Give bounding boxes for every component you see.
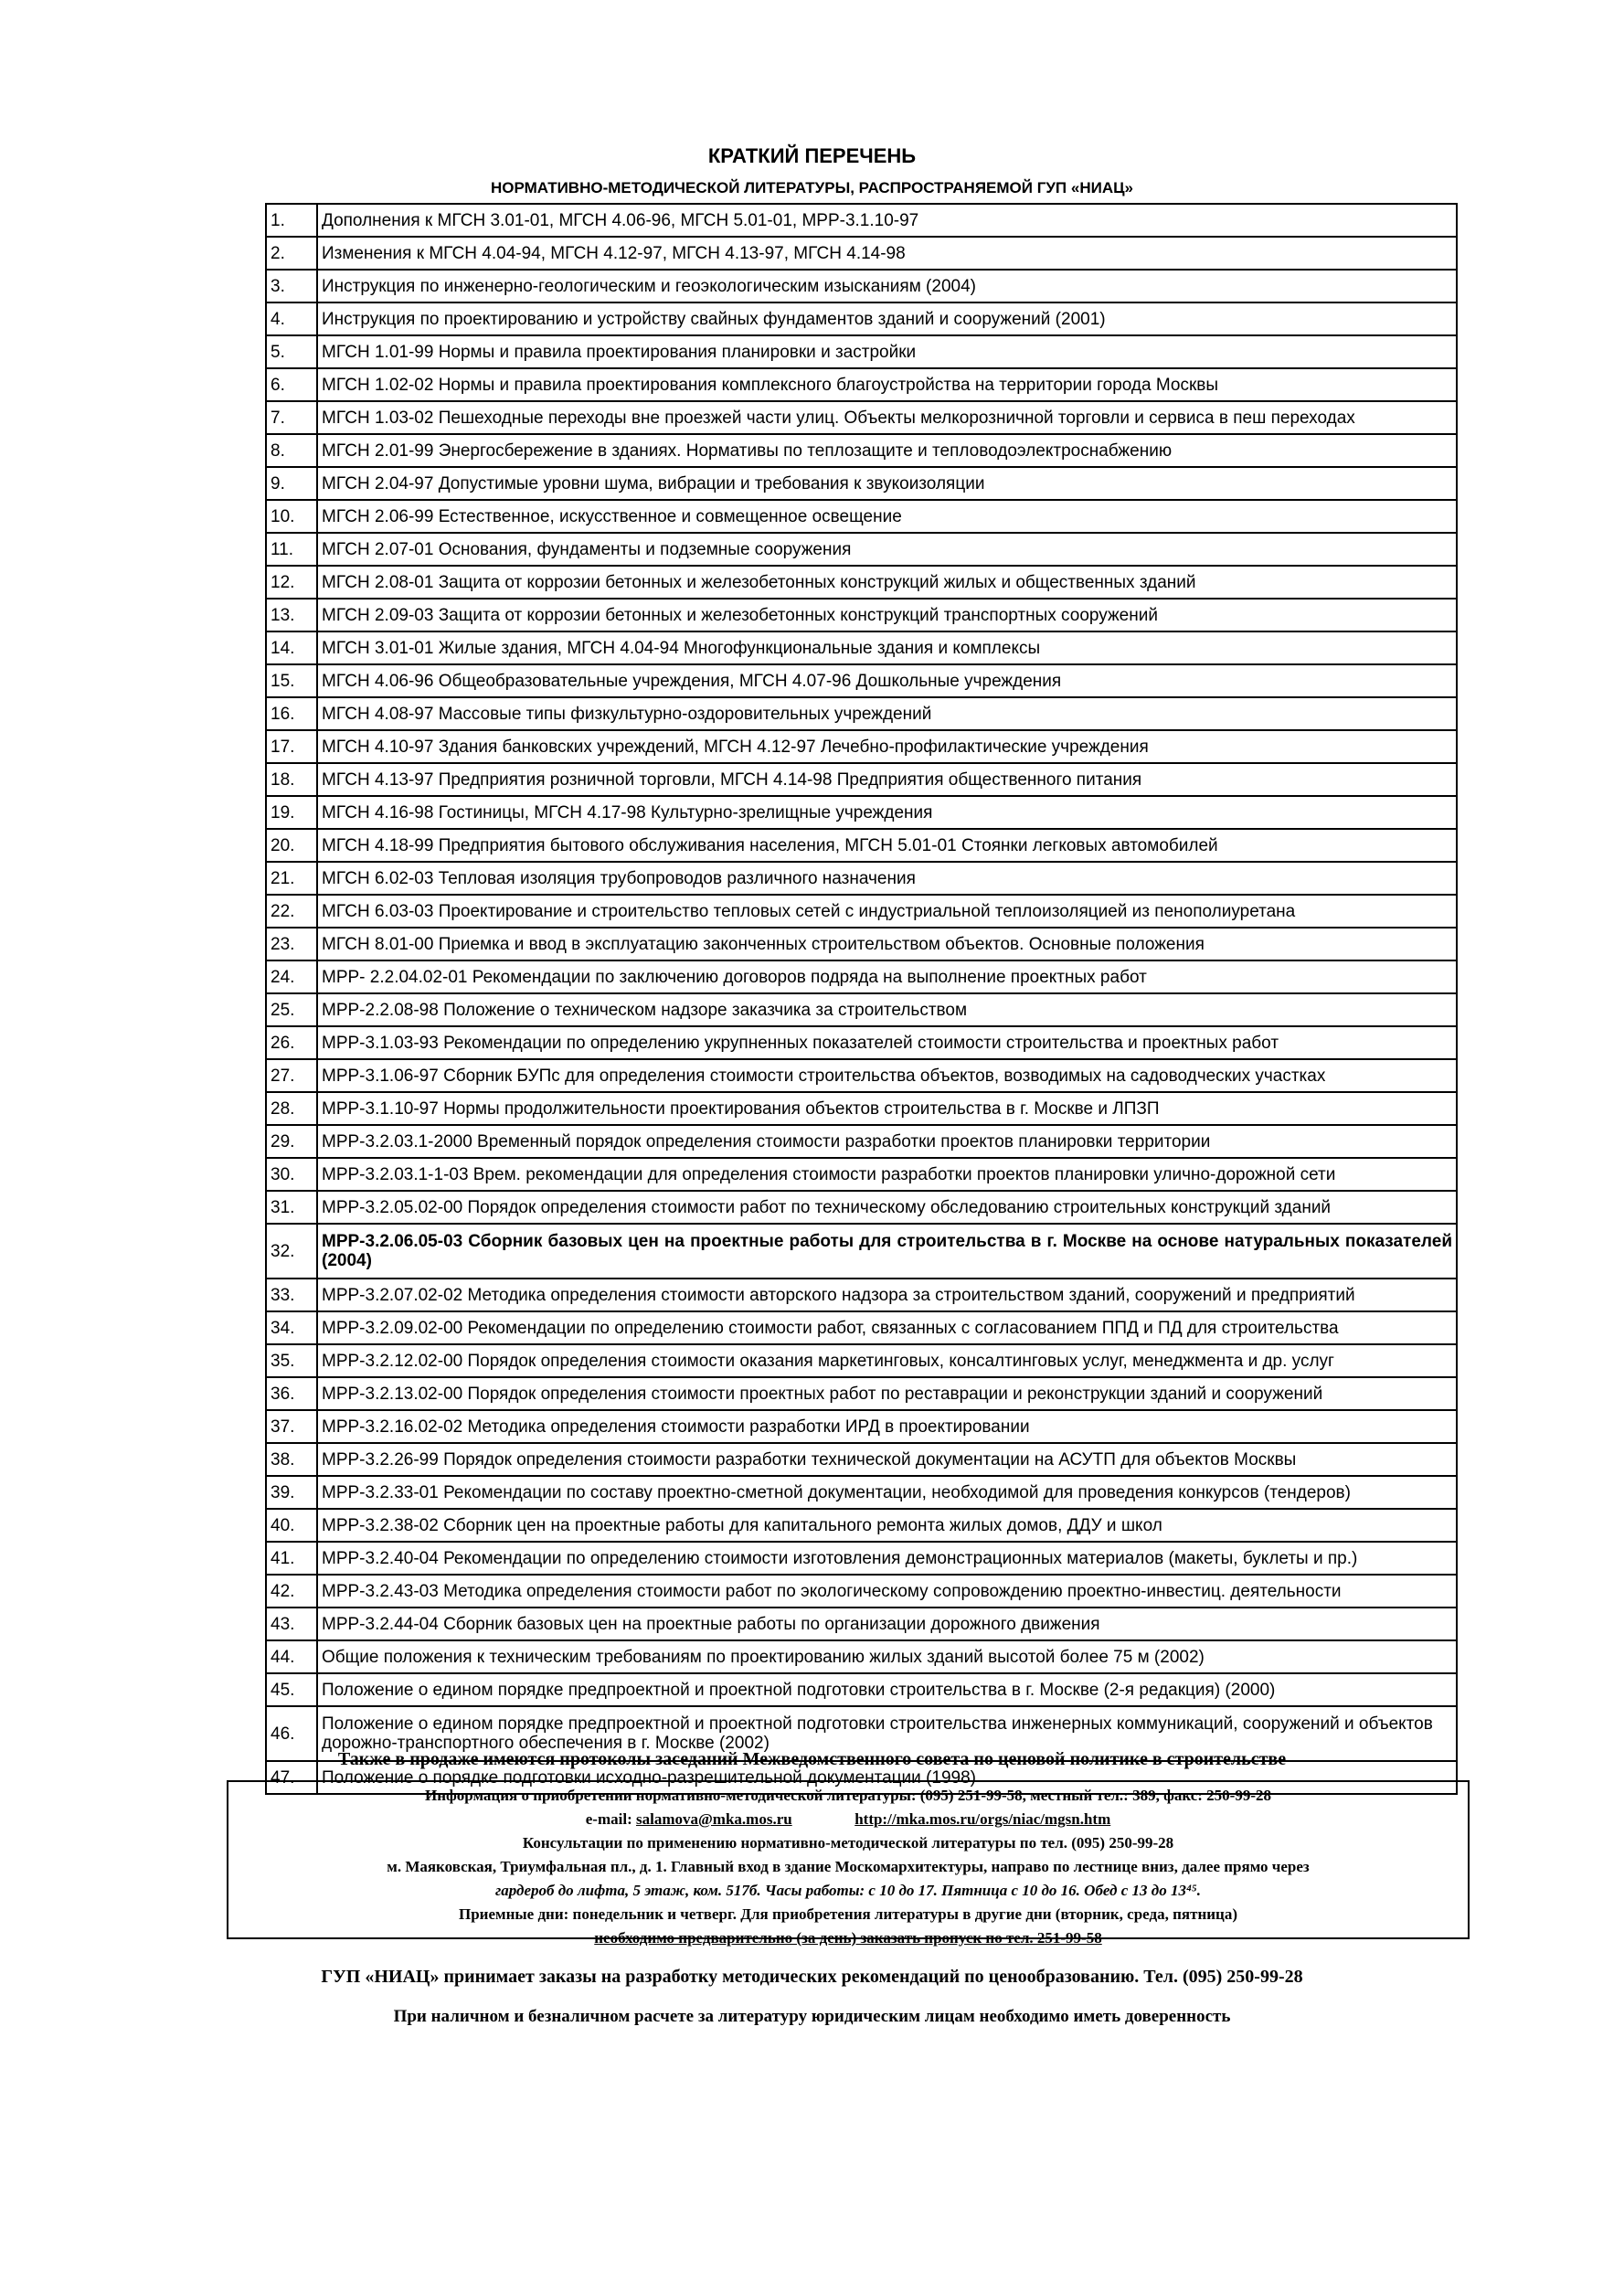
email-label: e-mail: — [585, 1810, 632, 1828]
item-number: 14. — [266, 631, 317, 664]
table-row — [266, 1026, 1457, 1059]
table-row — [266, 599, 1457, 631]
item-title: Дополнения к МГСН 3.01-01, МГСН 4.06-96, МГСН 5.01-01, МРР-3.1.10-97 — [317, 204, 1457, 237]
info-contacts-line — [228, 1808, 1468, 1831]
table-row — [266, 204, 1457, 237]
item-number: 42. — [266, 1575, 317, 1608]
item-title: МГСН 4.10-97 Здания банковских учреждений, МГСН 4.12-97 Лечебно-профилактические учреждения — [317, 730, 1457, 763]
item-number: 9. — [266, 467, 317, 500]
item-title: МРР-2.2.08-98 Положение о техническом надзоре заказчика за строительством — [317, 993, 1457, 1026]
item-number: 27. — [266, 1059, 317, 1092]
item-title: МГСН 4.08-97 Массовые типы физкультурно-оздоровительных учреждений — [317, 697, 1457, 730]
table-row — [266, 1125, 1457, 1158]
orders-note: ГУП «НИАЦ» принимает заказы на разработку методических рекомендаций по ценообразованию. Тел. (095) 250-99-28 — [321, 1967, 1303, 1987]
item-title: МРР-3.2.44-04 Сборник базовых цен на проектные работы по организации дорожного движения — [317, 1608, 1457, 1640]
table-row — [266, 1640, 1457, 1673]
item-title: МГСН 1.02-02 Нормы и правила проектирования комплексного благоустройства на территории города Москвы — [317, 368, 1457, 401]
item-number: 19. — [266, 796, 317, 829]
item-number: 8. — [266, 434, 317, 467]
table-row — [266, 237, 1457, 270]
table-row — [266, 763, 1457, 796]
item-title: МГСН 1.03-02 Пешеходные переходы вне проезжей части улиц. Объекты мелкорозничной торговли и сервиса в пеш переходах — [317, 401, 1457, 434]
item-number: 37. — [266, 1410, 317, 1443]
table-row — [266, 1443, 1457, 1476]
item-number: 32. — [266, 1224, 317, 1279]
item-title: МГСН 2.09-03 Защита от коррозии бетонных и железобетонных конструкций транспортных сооружений — [317, 599, 1457, 631]
item-title: МРР-3.2.12.02-00 Порядок определения стоимости оказания маркетинговых, консалтинговых услуг, менеджмента и др. услуг — [317, 1344, 1457, 1377]
item-number: 3. — [266, 270, 317, 302]
item-title: МРР-3.2.03.1-2000 Временный порядок определения стоимости разработки проектов планировки территории — [317, 1125, 1457, 1158]
table-row — [266, 401, 1457, 434]
table-row — [266, 1575, 1457, 1608]
item-number: 15. — [266, 664, 317, 697]
table-row — [266, 302, 1457, 335]
item-title: МРР-3.1.06-97 Сборник БУПс для определения стоимости строительства объектов, возводимых на садоводческих участках — [317, 1059, 1457, 1092]
info-purchase-line: Информация о приобретении нормативно-методической литературы: (095) 251-99-58, местный тел.: 389, факс: 250-99-28 — [424, 1787, 1271, 1804]
item-number: 39. — [266, 1476, 317, 1509]
item-number: 35. — [266, 1344, 317, 1377]
item-number: 21. — [266, 862, 317, 895]
item-title: МРР-3.2.06.05-03 Сборник базовых цен на проектные работы для строительства в г. Москве на основе натуральных показателей (2004) — [317, 1224, 1457, 1279]
info-pass-line: необходимо предварительно (за день) заказать пропуск по тел. 251-99-58 — [594, 1929, 1102, 1947]
item-number: 23. — [266, 928, 317, 960]
table-row — [266, 796, 1457, 829]
page-title: КРАТКИЙ ПЕРЕЧЕНЬ — [707, 144, 917, 167]
table-row — [266, 928, 1457, 960]
item-number: 25. — [266, 993, 317, 1026]
item-number: 11. — [266, 533, 317, 566]
item-number: 16. — [266, 697, 317, 730]
item-number: 22. — [266, 895, 317, 928]
table-row — [266, 862, 1457, 895]
item-number: 43. — [266, 1608, 317, 1640]
table-row — [266, 1673, 1457, 1706]
item-number: 33. — [266, 1279, 317, 1311]
item-title: МГСН 8.01-00 Приемка и ввод в эксплуатацию законченных строительством объектов. Основные положения — [317, 928, 1457, 960]
item-title: МГСН 4.13-97 Предприятия розничной торговли, МГСН 4.14-98 Предприятия общественного питания — [317, 763, 1457, 796]
table-row — [266, 1509, 1457, 1542]
item-number: 47. — [266, 1761, 317, 1794]
table-row — [266, 467, 1457, 500]
table-row — [266, 335, 1457, 368]
table-row — [266, 500, 1457, 533]
table-row — [266, 1410, 1457, 1443]
item-number: 30. — [266, 1158, 317, 1191]
item-title: МГСН 2.04-97 Допустимые уровни шума, вибрации и требования к звукоизоляции — [317, 467, 1457, 500]
table-row — [266, 1377, 1457, 1410]
item-number: 26. — [266, 1026, 317, 1059]
also-available-note: Также в продаже имеются протоколы заседаний Межведомственного совета по ценовой политике в строительстве — [337, 1749, 1287, 1769]
item-title: Положение о едином порядке предпроектной и проектной подготовки строительства инженерных коммуникаций, сооружений и объектов дорожно-транспортного обеспечения в г. Москве (2002) — [317, 1706, 1457, 1761]
item-number: 36. — [266, 1377, 317, 1410]
info-consult-line: Консультации по применению нормативно-методической литературы по тел. (095) 250-99-28 — [522, 1834, 1174, 1852]
table-row — [266, 1059, 1457, 1092]
item-title: МГСН 2.06-99 Естественное, искусственное и совмещенное освещение — [317, 500, 1457, 533]
table-row — [266, 631, 1457, 664]
item-title: МРР-3.1.10-97 Нормы продолжительности проектирования объектов строительства в г. Москве и ЛПЗП — [317, 1092, 1457, 1125]
item-title: Положение о порядке подготовки исходно-разрешительной документации (1998) — [317, 1761, 1457, 1794]
item-title: МРР-3.2.05.02-00 Порядок определения стоимости работ по техническому обследованию строительных конструкций зданий — [317, 1191, 1457, 1224]
item-title: Инструкция по инженерно-геологическим и геоэкологическим изысканиям (2004) — [317, 270, 1457, 302]
item-number: 4. — [266, 302, 317, 335]
item-number: 10. — [266, 500, 317, 533]
item-number: 20. — [266, 829, 317, 862]
table-row — [266, 270, 1457, 302]
table-row — [266, 1279, 1457, 1311]
website-link[interactable]: http://mka.mos.ru/orgs/niac/mgsn.htm — [854, 1810, 1111, 1828]
email-link[interactable]: salamova@mka.mos.ru — [635, 1810, 792, 1828]
table-row — [266, 368, 1457, 401]
table-row — [266, 1608, 1457, 1640]
item-number: 7. — [266, 401, 317, 434]
item-number: 6. — [266, 368, 317, 401]
table-row — [266, 829, 1457, 862]
item-number: 29. — [266, 1125, 317, 1158]
item-title: Изменения к МГСН 4.04-94, МГСН 4.12-97, МГСН 4.13-97, МГСН 4.14-98 — [317, 237, 1457, 270]
table-row — [266, 895, 1457, 928]
table-row — [266, 1542, 1457, 1575]
item-title: МГСН 1.01-99 Нормы и правила проектирования планировки и застройки — [317, 335, 1457, 368]
item-number: 28. — [266, 1092, 317, 1125]
item-number: 13. — [266, 599, 317, 631]
item-number: 40. — [266, 1509, 317, 1542]
info-reception-line: Приемные дни: понедельник и четверг. Для приобретения литературы в другие дни (вторник, среда, пятница) — [458, 1905, 1237, 1923]
item-number: 24. — [266, 960, 317, 993]
item-title: МГСН 6.03-03 Проектирование и строительство тепловых сетей с индустриальной теплоизоляцией из пенополиуретана — [317, 895, 1457, 928]
item-number: 17. — [266, 730, 317, 763]
info-address-line: м. Маяковская, Триумфальная пл., д. 1. Главный вход в здание Москомархитектуры, направо по лестнице вниз, далее прямо через — [387, 1858, 1310, 1875]
item-title: МРР-3.1.03-93 Рекомендации по определению укрупненных показателей стоимости строительства и проектных работ — [317, 1026, 1457, 1059]
item-title: МРР-3.2.40-04 Рекомендации по определению стоимости изготовления демонстрационных материалов (макеты, буклеты и пр.) — [317, 1542, 1457, 1575]
literature-table — [265, 203, 1458, 1795]
item-title: МРР-3.2.03.1-1-03 Врем. рекомендации для определения стоимости разработки проектов планировки улично-дорожной сети — [317, 1158, 1457, 1191]
item-number: 41. — [266, 1542, 317, 1575]
item-number: 18. — [266, 763, 317, 796]
item-title: МРР-3.2.16.02-02 Методика определения стоимости разработки ИРД в проектировании — [317, 1410, 1457, 1443]
table-row — [266, 1191, 1457, 1224]
table-row — [266, 1344, 1457, 1377]
table-row — [266, 1092, 1457, 1125]
item-number: 12. — [266, 566, 317, 599]
table-row — [266, 1158, 1457, 1191]
item-number: 5. — [266, 335, 317, 368]
item-title: МГСН 2.08-01 Защита от коррозии бетонных и железобетонных конструкций жилых и общественных зданий — [317, 566, 1457, 599]
page-subtitle: НОРМАТИВНО-МЕТОДИЧЕСКОЙ ЛИТЕРАТУРЫ, РАСПРОСТРАНЯЕМОЙ ГУП «НИАЦ» — [491, 179, 1133, 196]
item-title: Общие положения к техническим требованиям по проектированию жилых зданий высотой более 75 м (2002) — [317, 1640, 1457, 1673]
table-row — [266, 434, 1457, 467]
item-number: 38. — [266, 1443, 317, 1476]
table-row — [266, 960, 1457, 993]
item-title: МГСН 4.18-99 Предприятия бытового обслуживания населения, МГСН 5.01-01 Стоянки легковых автомобилей — [317, 829, 1457, 862]
table-row — [266, 1311, 1457, 1344]
table-row — [266, 1476, 1457, 1509]
item-title: МГСН 6.02-03 Тепловая изоляция трубопроводов различного назначения — [317, 862, 1457, 895]
item-number: 34. — [266, 1311, 317, 1344]
item-title: МРР-3.2.09.02-00 Рекомендации по определению стоимости работ, связанных с согласованием ППД и ПД для строительства — [317, 1311, 1457, 1344]
item-title: МГСН 3.01-01 Жилые здания, МГСН 4.04-94 Многофункциональные здания и комплексы — [317, 631, 1457, 664]
item-number: 1. — [266, 204, 317, 237]
table-row — [266, 1224, 1457, 1279]
table-row — [266, 697, 1457, 730]
payment-note: При наличном и безналичном расчете за литературу юридическим лицам необходимо иметь доверенность — [393, 2007, 1231, 2026]
item-title: МГСН 2.01-99 Энергосбережение в зданиях. Нормативы по теплозащите и тепловодоэлектроснабжению — [317, 434, 1457, 467]
item-title: МРР-3.2.33-01 Рекомендации по составу проектно-сметной документации, необходимой для проведения конкурсов (тендеров) — [317, 1476, 1457, 1509]
table-row — [266, 533, 1457, 566]
item-title: МГСН 4.06-96 Общеобразовательные учреждения, МГСН 4.07-96 Дошкольные учреждения — [317, 664, 1457, 697]
item-title: МГСН 4.16-98 Гостиницы, МГСН 4.17-98 Культурно-зрелищные учреждения — [317, 796, 1457, 829]
item-title: Инструкция по проектированию и устройству свайных фундаментов зданий и сооружений (2001) — [317, 302, 1457, 335]
item-title: МРР-3.2.26-99 Порядок определения стоимости разработки технической документации на АСУТП для объектов Москвы — [317, 1443, 1457, 1476]
item-title: МРР-3.2.07.02-02 Методика определения стоимости авторского надзора за строительством зданий, сооружений и предприятий — [317, 1279, 1457, 1311]
table-row — [266, 993, 1457, 1026]
item-title: МРР- 2.2.04.02-01 Рекомендации по заключению договоров подряда на выполнение проектных работ — [317, 960, 1457, 993]
item-number: 45. — [266, 1673, 317, 1706]
table-row — [266, 730, 1457, 763]
info-box — [227, 1780, 1470, 1947]
item-number: 44. — [266, 1640, 317, 1673]
info-hours-line: гардероб до лифта, 5 этаж, ком. 517б. Часы работы: с 10 до 17. Пятница с 10 до 16. Обед с 13 до 13⁴⁵. — [494, 1882, 1202, 1899]
item-number: 46. — [266, 1706, 317, 1761]
table-row — [266, 566, 1457, 599]
table-row — [266, 664, 1457, 697]
item-number: 2. — [266, 237, 317, 270]
item-title: МГСН 2.07-01 Основания, фундаменты и подземные сооружения — [317, 533, 1457, 566]
item-title: МРР-3.2.38-02 Сборник цен на проектные работы для капитального ремонта жилых домов, ДДУ и школ — [317, 1509, 1457, 1542]
item-number: 31. — [266, 1191, 317, 1224]
item-title: Положение о едином порядке предпроектной и проектной подготовки строительства в г. Москве (2-я редакция) (2000) — [317, 1673, 1457, 1706]
item-title: МРР-3.2.13.02-00 Порядок определения стоимости проектных работ по реставрации и реконструкции зданий и сооружений — [317, 1377, 1457, 1410]
item-title: МРР-3.2.43-03 Методика определения стоимости работ по экологическому сопровождению проектно-инвестиц. деятельности — [317, 1575, 1457, 1608]
